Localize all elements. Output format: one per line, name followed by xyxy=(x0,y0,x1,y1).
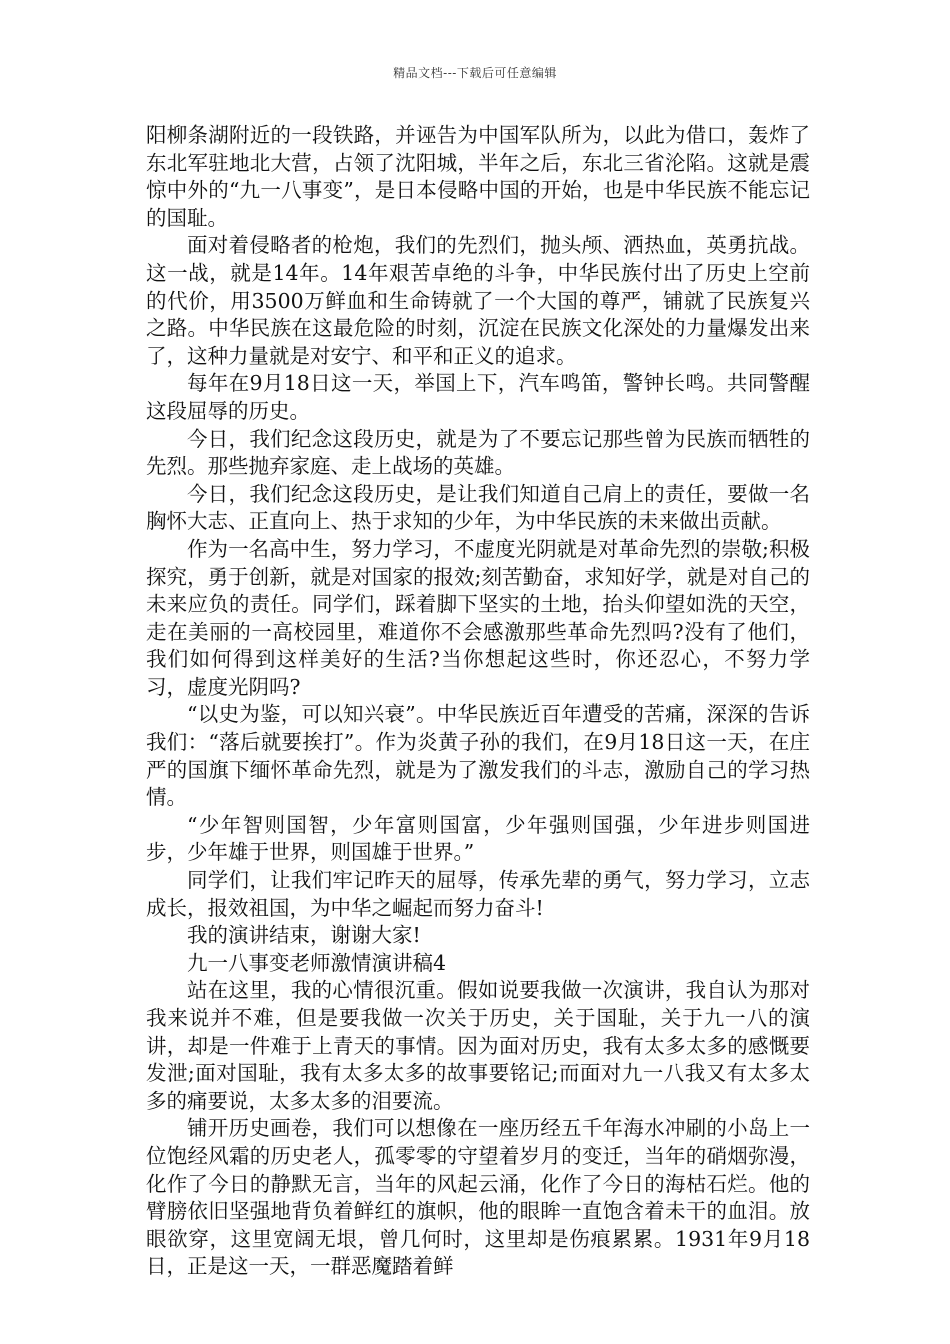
paragraph: 同学们，让我们牢记昨天的屈辱，传承先辈的勇气，努力学习，立志成长，报效祖国，为中华之崛起而努力奋斗! xyxy=(146,868,810,920)
paragraph: “少年智则国智，少年富则国富，少年强则国强，少年进步则国进步，少年雄于世界，则国雄于世界。” xyxy=(146,812,810,865)
page-header: 精品文档---下载后可任意编辑 xyxy=(393,66,557,80)
paragraph: “以史为鉴，可以知兴衰”。中华民族近百年遭受的苦痛，深深的告诉我们：“落后就要挨打”。作为炎黄子孙的我们，在9月18日这一天，在庄严的国旗下缅怀革命先烈，就是为了激发我们的斗志，激励自己的学习热情。 xyxy=(146,702,810,810)
paragraph: 作为一名高中生，努力学习，不虚度光阴就是对革命先烈的崇敬;积极探究，勇于创新，就是对国家的报效;刻苦勤奋，求知好学，就是对自己的未来应负的责任。同学们，踩着脚下坚实的土地，抬头仰望如洗的天空，走在美丽的一高校园里，难道你不会感激那些革命先烈吗?没有了他们，我们如何得到这样美好的生活?当你想起这些时，你还忍心，不努力学习，虚度光阴吗? xyxy=(146,536,810,699)
section-heading: 九一八事变老师激情演讲稿4 xyxy=(187,950,447,975)
paragraph: 阳柳条湖附近的一段铁路，并诬告为中国军队所为，以此为借口，轰炸了东北军驻地北大营，占领了沈阳城，半年之后，东北三省沦陷。这就是震惊中外的“九一八事变”，是日本侵略中国的开始，也是中华民族不能忘记的国耻。 xyxy=(146,123,810,230)
document-body xyxy=(146,122,810,1281)
paragraph: 今日，我们纪念这段历史，是让我们知道自己肩上的责任，要做一名胸怀大志、正直向上、热于求知的少年，为中华民族的未来做出贡献。 xyxy=(146,481,810,534)
paragraph: 铺开历史画卷，我们可以想像在一座历经五千年海水冲刷的小岛上一位饱经风霜的历史老人，孤零零的守望着岁月的变迁，当年的硝烟弥漫，化作了今日的静默无言，当年的风起云涌，化作了今日的海枯石烂。他的臂膀依旧坚强地背负着鲜红的旗帜，他的眼眸一直饱含着未干的血泪。放眼欲穿，这里宽阔无垠，曾几何时，这里却是伤痕累累。1931年9月18日，正是这一天，一群恶魔踏着鲜 xyxy=(146,1116,810,1279)
paragraph: 每年在9月18日这一天，举国上下，汽车鸣笛，警钟长鸣。共同警醒这段屈辱的历史。 xyxy=(146,371,810,423)
paragraph: 面对着侵略者的枪炮，我们的先烈们，抛头颅、洒热血，英勇抗战。这一战，就是14年。14年艰苦卓绝的斗争，中华民族付出了历史上空前的代价，用3500万鲜血和生命铸就了一个大国的尊严，铺就了民族复兴之路。中华民族在这最危险的时刻，沉淀在民族文化深处的力量爆发出来了，这种力量就是对安宁、和平和正义的追求。 xyxy=(146,233,810,368)
paragraph: 站在这里，我的心情很沉重。假如说要我做一次演讲，我自认为那对我来说并不难，但是要我做一次关于历史，关于国耻，关于九一八的演讲，却是一件难于上青天的事情。因为面对历史，我有太多太多的感慨要发泄;面对国耻，我有太多太多的故事要铭记;而面对九一八我又有太多太多的痛要说，太多太多的泪要流。 xyxy=(146,978,810,1113)
paragraph: 今日，我们纪念这段历史，就是为了不要忘记那些曾为民族而牺牲的先烈。那些抛弃家庭、走上战场的英雄。 xyxy=(146,426,810,479)
paragraph: 我的演讲结束，谢谢大家! xyxy=(187,923,421,948)
